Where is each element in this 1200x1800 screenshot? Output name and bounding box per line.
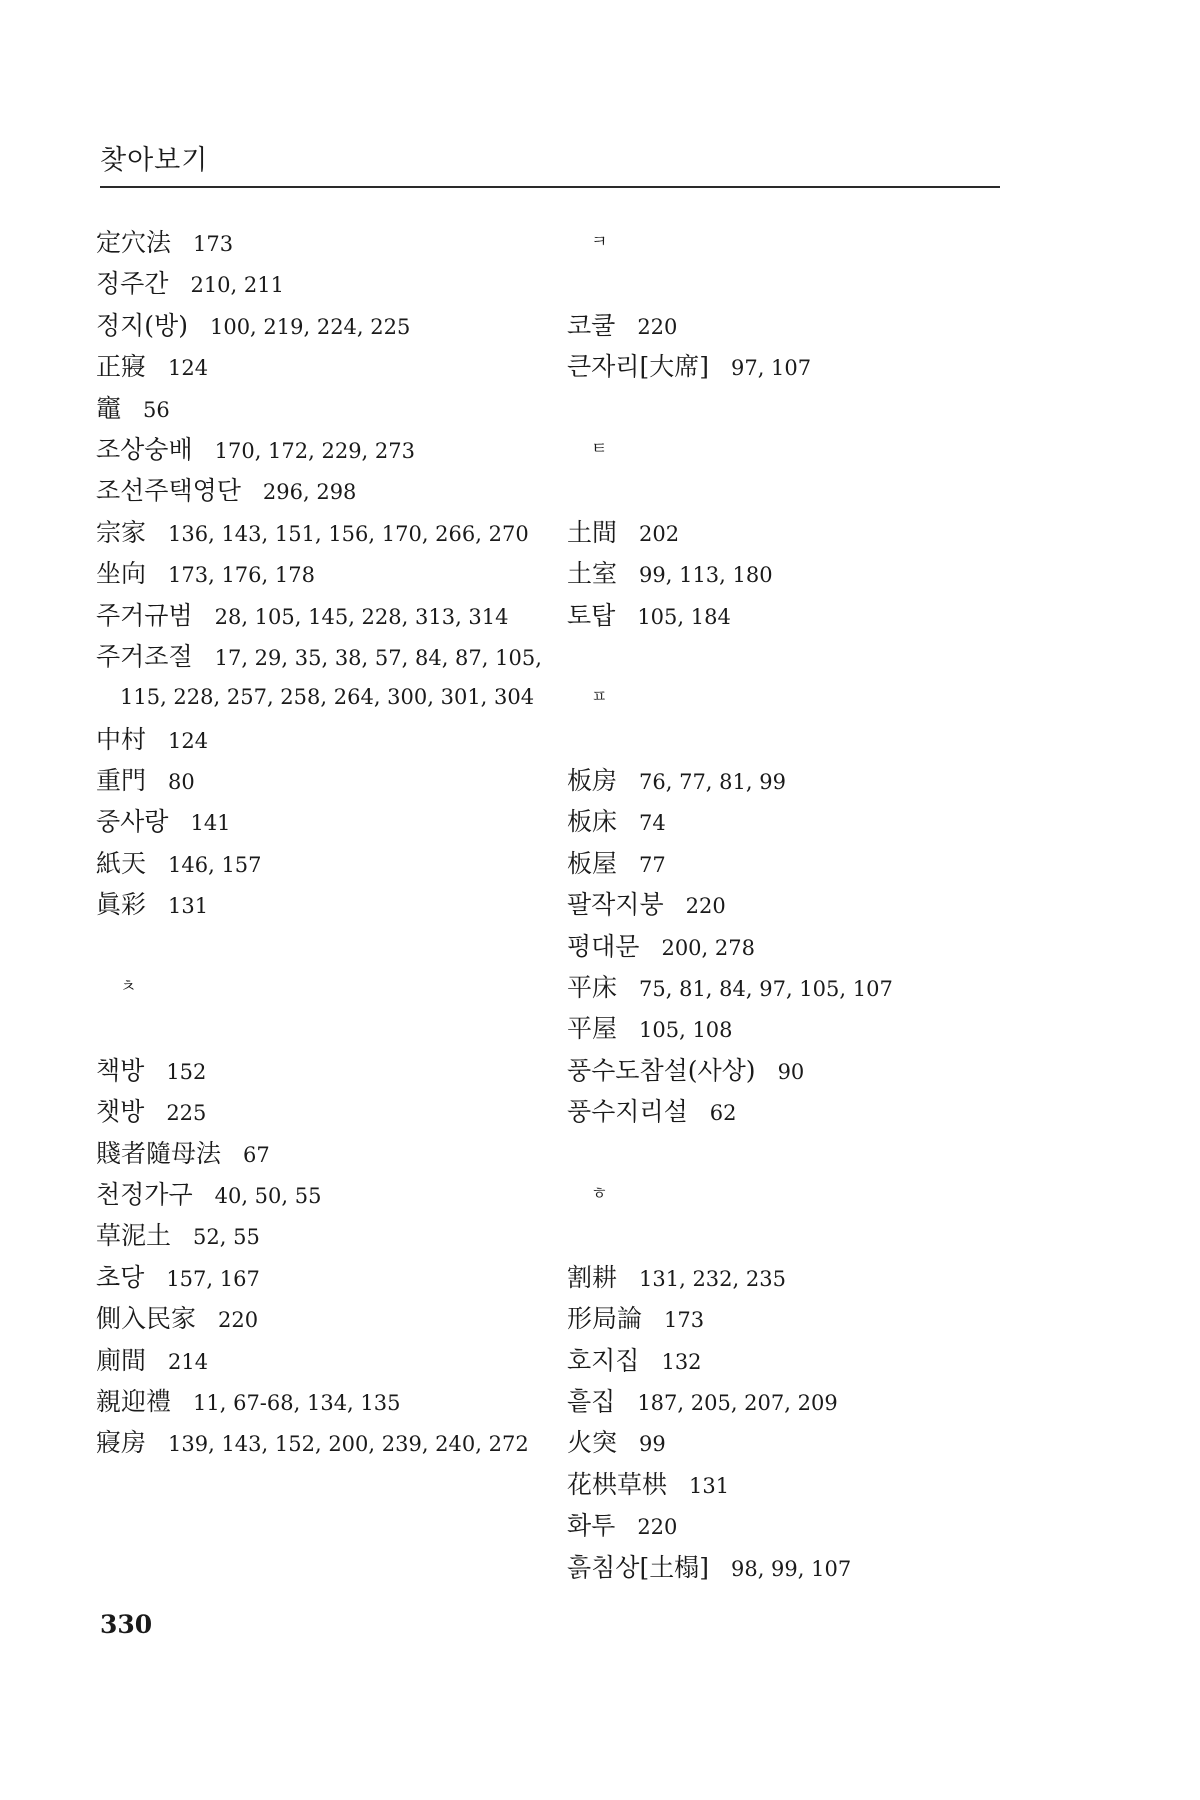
- index-pages: 97, 107: [730, 356, 812, 381]
- index-term: 큰자리[大席]: [567, 352, 709, 382]
- index-term: 割耕: [567, 1262, 618, 1292]
- index-pages: 52, 55: [193, 1225, 260, 1250]
- index-term: 賤者隨母法: [96, 1138, 222, 1168]
- index-term: 形局論: [567, 1304, 643, 1334]
- index-term: 側入民家: [96, 1304, 197, 1334]
- index-term: 화투: [567, 1511, 616, 1541]
- index-pages: 124: [168, 728, 209, 753]
- index-entry: [567, 1381, 1027, 1422]
- index-pages: 157, 167: [166, 1266, 260, 1291]
- index-column-left: [96, 222, 556, 1464]
- index-entry: [567, 346, 1027, 387]
- index-spacer: [567, 1133, 1027, 1174]
- index-pages: 124: [168, 356, 209, 381]
- index-term: 正寢: [96, 352, 147, 382]
- index-pages: 220: [637, 1515, 678, 1540]
- index-entry: [96, 801, 556, 842]
- index-spacer: [567, 388, 1027, 429]
- index-term: 흩집: [567, 1386, 616, 1416]
- index-entry: [567, 884, 1027, 925]
- index-term: 平床: [567, 973, 618, 1003]
- index-letter-heading: ㅊ: [120, 977, 137, 998]
- index-entry: [96, 470, 556, 511]
- index-term: 土間: [567, 517, 618, 547]
- index-entry: [567, 926, 1027, 967]
- index-term: 寢房: [96, 1428, 147, 1458]
- index-term: 천정가구: [96, 1179, 193, 1209]
- page-header: [100, 138, 1000, 188]
- index-pages: 139, 143, 152, 200, 239, 240, 272: [168, 1432, 529, 1457]
- index-term: 정지(방): [96, 310, 188, 340]
- index-pages: 200, 278: [661, 935, 755, 960]
- index-entry: [96, 1133, 556, 1174]
- index-spacer: [567, 263, 1027, 304]
- index-spacer: [567, 719, 1027, 760]
- index-term: 조상숭배: [96, 434, 193, 464]
- index-term: 토탑: [567, 600, 616, 630]
- index-entry: [567, 1422, 1027, 1463]
- page-number: 330: [100, 1610, 153, 1639]
- index-pages: 105, 184: [637, 604, 731, 629]
- index-entry: [96, 719, 556, 760]
- index-entry: [96, 429, 556, 470]
- index-pages: 115, 228, 257, 258, 264, 300, 301, 304: [120, 685, 535, 710]
- index-pages: 132: [661, 1349, 702, 1374]
- index-pages: 11, 67-68, 134, 135: [193, 1390, 401, 1415]
- index-entry: [96, 1215, 556, 1256]
- index-term: 平屋: [567, 1014, 618, 1044]
- index-term: 坐向: [96, 559, 147, 589]
- index-pages: 17, 29, 35, 38, 57, 84, 87, 105,: [214, 645, 542, 670]
- index-entry: [567, 512, 1027, 553]
- index-pages: 296, 298: [262, 480, 357, 505]
- index-pages: 220: [637, 314, 678, 339]
- index-term: 팔작지붕: [567, 890, 664, 920]
- index-pages: 210, 211: [190, 273, 284, 298]
- index-pages: 225: [166, 1101, 207, 1126]
- index-pages: 141: [190, 811, 231, 836]
- index-term: 宗家: [96, 517, 147, 547]
- index-entry: [567, 843, 1027, 884]
- index-letter-heading: ㅍ: [591, 687, 608, 708]
- index-entry: [96, 1381, 556, 1422]
- index-column-right: [567, 222, 1027, 1588]
- index-term: 초당: [96, 1262, 145, 1292]
- index-entry: [96, 346, 556, 387]
- index-spacer: [567, 1215, 1027, 1256]
- index-spacer: [96, 1008, 556, 1049]
- index-pages: 220: [218, 1308, 259, 1333]
- index-pages: 173: [664, 1308, 705, 1333]
- index-entry: [96, 843, 556, 884]
- index-term: 花栱草栱: [567, 1469, 668, 1499]
- index-entry: [96, 263, 556, 304]
- index-term: 重門: [96, 766, 147, 796]
- index-term: 中村: [96, 724, 147, 754]
- index-pages: 105, 108: [639, 1018, 733, 1043]
- index-pages: 131: [168, 894, 209, 919]
- index-term: 板床: [567, 807, 618, 837]
- index-pages: 131: [689, 1473, 730, 1498]
- index-pages: 40, 50, 55: [214, 1183, 322, 1208]
- index-term: 풍수도참설(사상): [567, 1055, 756, 1085]
- index-pages: 74: [639, 811, 666, 836]
- index-entry: [567, 1091, 1027, 1132]
- index-term: 주거조절: [96, 641, 193, 671]
- index-entry: [567, 1050, 1027, 1091]
- index-pages: 75, 81, 84, 97, 105, 107: [639, 977, 893, 1002]
- index-term: 親迎禮: [96, 1386, 172, 1416]
- index-entry: [567, 595, 1027, 636]
- index-entry: [96, 1257, 556, 1298]
- index-term: 책방: [96, 1055, 145, 1085]
- index-entry: [567, 305, 1027, 346]
- index-letter-heading: ㅌ: [591, 438, 608, 459]
- index-entry: [96, 553, 556, 594]
- index-entry: [567, 1505, 1027, 1546]
- index-term: 흙침상[土榻]: [567, 1552, 709, 1582]
- index-entry: [96, 305, 556, 346]
- index-pages: 77: [639, 852, 666, 877]
- index-entry: [567, 760, 1027, 801]
- index-entry: [567, 967, 1027, 1008]
- index-pages: 170, 172, 229, 273: [214, 438, 415, 463]
- index-entry: [96, 1422, 556, 1463]
- index-entry: [96, 1050, 556, 1091]
- index-pages: 98, 99, 107: [730, 1556, 852, 1581]
- index-term: 板房: [567, 766, 618, 796]
- index-entry: [567, 1298, 1027, 1339]
- index-pages: 173, 176, 178: [168, 563, 315, 588]
- index-pages: 187, 205, 207, 209: [637, 1390, 838, 1415]
- index-pages: 152: [166, 1059, 207, 1084]
- index-letter-heading: ㅎ: [591, 1183, 608, 1204]
- index-entry-continuation: [96, 677, 556, 718]
- index-pages: 76, 77, 81, 99: [639, 770, 786, 795]
- index-pages: 99: [639, 1432, 666, 1457]
- index-pages: 99, 113, 180: [639, 563, 773, 588]
- index-pages: 67: [243, 1142, 270, 1167]
- index-term: 眞彩: [96, 890, 147, 920]
- index-term: 板屋: [567, 848, 618, 878]
- page-title: 찾아보기: [100, 145, 209, 176]
- index-entry: [96, 388, 556, 429]
- index-entry: [96, 222, 556, 263]
- index-entry: [96, 1340, 556, 1381]
- index-term: 챗방: [96, 1097, 145, 1127]
- index-pages: 202: [639, 521, 680, 546]
- index-entry: [96, 595, 556, 636]
- index-term: 竈: [96, 393, 122, 423]
- index-letter-heading: ㅋ: [591, 232, 608, 252]
- index-entry: [96, 1298, 556, 1339]
- index-term: 정주간: [96, 269, 169, 299]
- index-pages: 214: [168, 1349, 209, 1374]
- index-pages: 136, 143, 151, 156, 170, 266, 270: [168, 521, 529, 546]
- index-entry: [96, 636, 556, 677]
- index-entry: [567, 1547, 1027, 1588]
- index-term: 주거규범: [96, 600, 193, 630]
- index-term: 풍수지리설: [567, 1097, 688, 1127]
- index-spacer: [567, 636, 1027, 677]
- index-term: 호지집: [567, 1345, 640, 1375]
- index-entry: [567, 1257, 1027, 1298]
- index-pages: 28, 105, 145, 228, 313, 314: [214, 604, 509, 629]
- index-pages: 56: [143, 397, 170, 422]
- index-term: 코쿨: [567, 310, 616, 340]
- index-entry: [567, 553, 1027, 594]
- index-entry: [96, 1091, 556, 1132]
- index-pages: 220: [685, 894, 726, 919]
- index-term: 조선주택영단: [96, 476, 241, 506]
- index-pages: 173: [193, 232, 234, 256]
- index-entry: [567, 801, 1027, 842]
- index-pages: 62: [709, 1101, 737, 1126]
- index-term: 土室: [567, 559, 618, 589]
- index-pages: 146, 157: [168, 852, 262, 877]
- index-pages: 90: [777, 1059, 805, 1084]
- index-spacer: [567, 470, 1027, 511]
- index-entry: [567, 1340, 1027, 1381]
- index-entry: [96, 512, 556, 553]
- index-entry: [96, 760, 556, 801]
- index-term: 定穴法: [96, 228, 172, 257]
- index-spacer: [96, 926, 556, 967]
- index-pages: 131, 232, 235: [639, 1266, 786, 1291]
- index-entry: [567, 1464, 1027, 1505]
- index-term: 草泥土: [96, 1221, 172, 1251]
- index-entry: [567, 1008, 1027, 1049]
- index-entry: [96, 1174, 556, 1215]
- index-term: 火突: [567, 1428, 618, 1458]
- index-term: 紙天: [96, 848, 147, 878]
- index-pages: 80: [168, 770, 195, 795]
- index-term: 평대문: [567, 931, 640, 961]
- index-entry: [96, 884, 556, 925]
- index-term: 廁間: [96, 1345, 147, 1375]
- index-pages: 100, 219, 224, 225: [209, 314, 411, 339]
- index-term: 중사랑: [96, 807, 169, 837]
